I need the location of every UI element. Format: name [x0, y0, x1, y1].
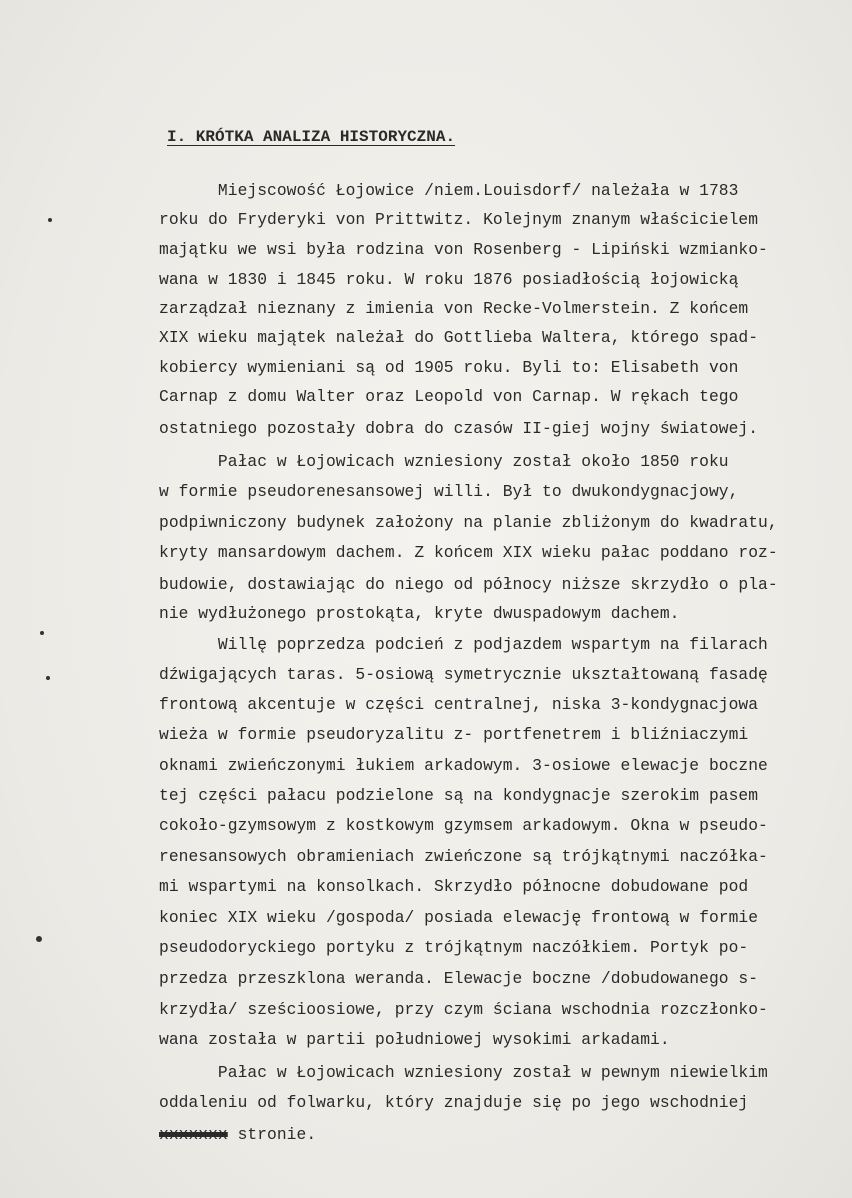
margin-mark — [36, 936, 42, 942]
body-line: wana w 1830 i 1845 roku. W roku 1876 posiadłością łojowicką — [159, 270, 739, 289]
section-heading: I. KRÓTKA ANALIZA HISTORYCZNA. — [167, 128, 456, 146]
body-line: oknami zwieńczonymi łukiem arkadowym. 3-osiowe elewacje boczne — [159, 756, 768, 775]
body-line: dźwigających taras. 5-osiową symetrycznie ukształtowaną fasadę — [159, 665, 768, 684]
body-line: mi wspartymi na konsolkach. Skrzydło północne dobudowane pod — [159, 877, 749, 896]
body-line: wieża w formie pseudoryzalitu z- portfenetrem i bliźniaczymi — [159, 725, 749, 744]
body-line: renesansowych obramieniach zwieńczone są trójkątnymi naczółka- — [159, 847, 768, 866]
body-line: pseudodoryckiego portyku z trójkątnym naczółkiem. Portyk po- — [159, 938, 749, 957]
body-line: tej części pałacu podzielone są na kondygnacje szerokim pasem — [159, 786, 759, 805]
body-line: cokoło-gzymsowym z kostkowym gzymsem arkadowym. Okna w pseudo- — [159, 816, 768, 835]
body-line: Carnap z domu Walter oraz Leopold von Carnap. W rękach tego — [159, 387, 739, 406]
body-line: oddaleniu od folwarku, który znajduje się po jego wschodniej — [159, 1093, 749, 1112]
body-line: frontową akcentuje w części centralnej, niska 3-kondygnacjowa — [159, 695, 759, 714]
body-line: wana została w partii południowej wysokimi arkadami. — [159, 1030, 670, 1049]
body-line: Miejscowość Łojowice /niem.Louisdorf/ należała w 1783 — [159, 181, 739, 200]
body-line: XIX wieku majątek należał do Gottlieba Waltera, którego spad- — [159, 328, 759, 347]
body-line: podpiwniczony budynek założony na planie zbliżonym do kwadratu, — [159, 513, 778, 532]
body-line: przedza przeszklona weranda. Elewacje boczne /dobudowanego s- — [159, 969, 759, 988]
body-line: nie wydłużonego prostokąta, kryte dwuspadowym dachem. — [159, 604, 680, 623]
body-line: koniec XIX wieku /gospoda/ posiada elewację frontową w formie — [159, 908, 759, 927]
body-line: Pałac w Łojowicach wzniesiony został w pewnym niewielkim — [159, 1063, 768, 1082]
body-line: kobiercy wymieniani są od 1905 roku. Byli to: Elisabeth von — [159, 358, 739, 377]
body-line: majątku we wsi była rodzina von Rosenberg - Lipiński wzmianko- — [159, 240, 768, 259]
body-line: w formie pseudorenesansowej willi. Był to dwukondygnacjowy, — [159, 482, 739, 501]
struck-out-word: xxxxxxx — [159, 1125, 228, 1144]
body-line: zarządzał nieznany z imienia von Recke-Volmerstein. Z końcem — [159, 299, 749, 318]
body-line: Pałac w Łojowicach wzniesiony został około 1850 roku — [159, 452, 729, 471]
body-line: kryty mansardowym dachem. Z końcem XIX wieku pałac poddano roz- — [159, 543, 778, 562]
body-line: ostatniego pozostały dobra do czasów II-giej wojny światowej. — [159, 419, 759, 438]
body-line: budowie, dostawiając do niego od północy niższe skrzydło o pla- — [159, 575, 778, 594]
body-line: krzydła/ sześcioosiowe, przy czym ściana wschodnia rozczłonko- — [159, 1000, 768, 1019]
body-line: roku do Fryderyki von Prittwitz. Kolejnym znanym właścicielem — [159, 210, 759, 229]
body-line-last — [159, 1120, 316, 1150]
margin-mark — [46, 676, 50, 680]
margin-mark — [48, 218, 52, 222]
margin-mark — [40, 631, 44, 635]
body-line: Willę poprzedza podcień z podjazdem wspartym na filarach — [159, 635, 768, 654]
last-line-rest: stronie. — [227, 1125, 317, 1144]
